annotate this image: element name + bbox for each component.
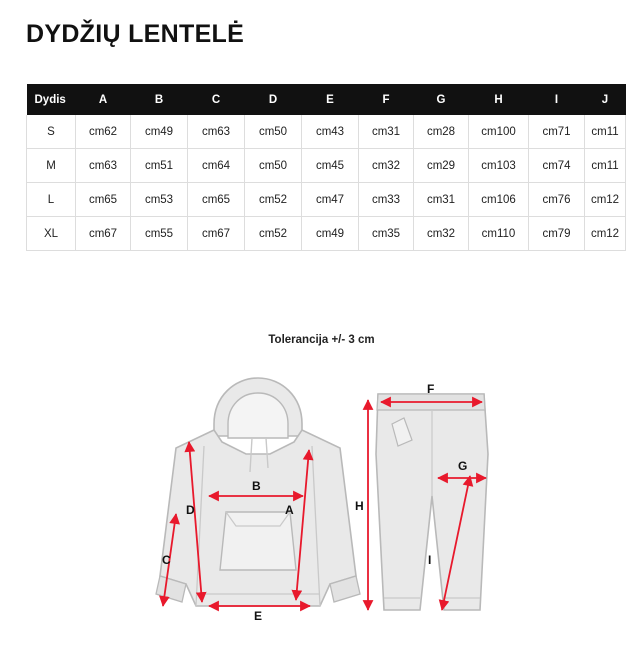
table-cell-h: cm106 [469,183,529,217]
table-cell-size: L [27,183,76,217]
table-cell-b: cm49 [131,115,188,149]
table-cell-size: XL [27,217,76,251]
table-cell-c: cm67 [188,217,245,251]
table-cell-d: cm50 [245,115,302,149]
table-cell-f: cm31 [359,115,414,149]
table-cell-b: cm51 [131,149,188,183]
pants-label-i: I [428,553,432,567]
table-header-cell-b: B [131,84,188,115]
pants-label-f: F [427,382,435,396]
table-header-cell-g: G [414,84,469,115]
table-cell-j: cm11 [585,149,626,183]
table-cell-h: cm103 [469,149,529,183]
table-header-cell-a: A [76,84,131,115]
measurement-diagram-svg [0,362,643,652]
size-table-head [27,84,626,115]
table-cell-g: cm29 [414,149,469,183]
table-cell-f: cm32 [359,149,414,183]
table-cell-b: cm55 [131,217,188,251]
table-header-cell-f: F [359,84,414,115]
table-cell-i: cm71 [529,115,585,149]
table-cell-j: cm11 [585,115,626,149]
measurement-diagram [0,362,643,652]
size-table [26,84,626,251]
table-cell-c: cm63 [188,115,245,149]
table-cell-c: cm65 [188,183,245,217]
table-cell-h: cm110 [469,217,529,251]
table-cell-d: cm50 [245,149,302,183]
hoodie-label-a: A [285,503,294,517]
table-cell-e: cm47 [302,183,359,217]
table-row [27,115,626,149]
table-cell-size: S [27,115,76,149]
table-cell-a: cm65 [76,183,131,217]
hoodie-label-b: B [252,479,261,493]
table-header-cell-h: H [469,84,529,115]
table-cell-h: cm100 [469,115,529,149]
table-cell-f: cm33 [359,183,414,217]
hoodie-label-d: D [186,503,195,517]
table-cell-g: cm31 [414,183,469,217]
table-cell-d: cm52 [245,217,302,251]
table-cell-e: cm45 [302,149,359,183]
table-header-cell-c: C [188,84,245,115]
table-header-row [27,84,626,115]
table-header-cell-size: Dydis [27,84,76,115]
hoodie-label-e: E [254,609,263,623]
pants-label-g: G [458,459,468,473]
page-title: DYDŽIŲ LENTELĖ [26,20,245,48]
table-cell-size: M [27,149,76,183]
table-cell-b: cm53 [131,183,188,217]
tolerance-note: Tolerancija +/- 3 cm [268,334,375,346]
table-cell-f: cm35 [359,217,414,251]
table-cell-j: cm12 [585,217,626,251]
table-row [27,149,626,183]
table-header-cell-i: I [529,84,585,115]
table-header-cell-e: E [302,84,359,115]
table-row [27,217,626,251]
table-cell-i: cm76 [529,183,585,217]
table-cell-a: cm62 [76,115,131,149]
table-cell-d: cm52 [245,183,302,217]
hoodie-label-c: C [162,553,171,567]
size-table-body [27,115,626,251]
table-cell-i: cm74 [529,149,585,183]
pants-label-h: H [355,499,364,513]
table-cell-c: cm64 [188,149,245,183]
table-cell-a: cm63 [76,149,131,183]
table-cell-e: cm49 [302,217,359,251]
table-row [27,183,626,217]
table-header-cell-d: D [245,84,302,115]
table-cell-a: cm67 [76,217,131,251]
pants-garment [376,394,488,610]
size-table-wrapper [26,84,620,251]
table-cell-g: cm28 [414,115,469,149]
table-cell-i: cm79 [529,217,585,251]
table-cell-j: cm12 [585,183,626,217]
table-cell-e: cm43 [302,115,359,149]
table-cell-g: cm32 [414,217,469,251]
table-header-cell-j: J [585,84,626,115]
